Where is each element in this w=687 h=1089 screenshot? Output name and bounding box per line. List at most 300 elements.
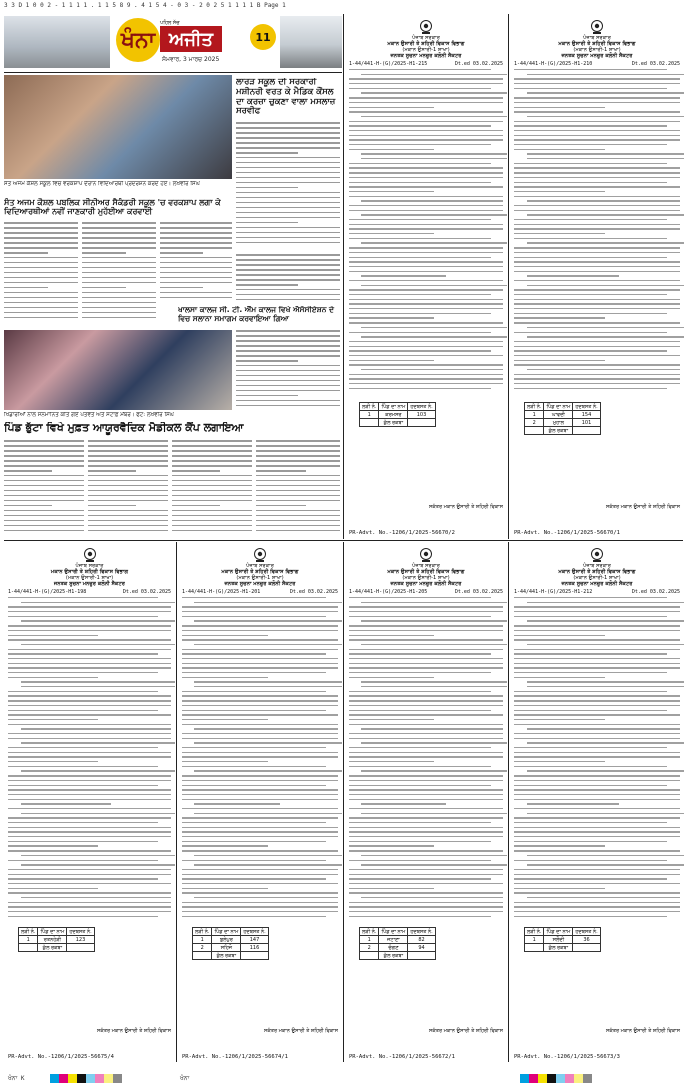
text-line xyxy=(514,186,680,187)
text-line xyxy=(527,214,684,215)
text-line xyxy=(4,262,78,264)
text-line xyxy=(8,630,171,631)
text-line xyxy=(514,383,680,384)
text-line xyxy=(4,292,78,294)
text-line xyxy=(8,606,171,607)
text-line xyxy=(349,752,503,753)
text-line xyxy=(172,500,252,502)
text-line xyxy=(256,515,340,517)
table-cell: ਕੁੱਲ ਰਕਬਾ xyxy=(544,427,573,435)
table-cell: 123 xyxy=(67,936,94,944)
table-cell: 82 xyxy=(408,936,435,944)
text-line xyxy=(8,653,158,654)
text-line xyxy=(514,616,667,617)
text-line xyxy=(8,860,158,861)
text-line xyxy=(88,485,168,487)
text-line xyxy=(349,97,503,98)
text-line xyxy=(8,869,171,870)
text-line xyxy=(82,272,156,274)
text-line xyxy=(349,827,503,828)
story-text-workshop-1 xyxy=(4,222,78,326)
text-line xyxy=(236,274,340,276)
text-line xyxy=(256,525,340,527)
text-line xyxy=(8,639,171,640)
text-line xyxy=(514,289,680,290)
text-line xyxy=(182,658,338,659)
text-line xyxy=(8,691,158,692)
text-line xyxy=(236,192,340,194)
text-line xyxy=(8,883,171,884)
text-line xyxy=(182,845,268,846)
text-line xyxy=(8,817,171,818)
text-line xyxy=(349,308,503,309)
text-line xyxy=(349,874,503,875)
text-line xyxy=(514,247,680,248)
story-text-camp-1 xyxy=(4,440,84,536)
text-line xyxy=(194,897,338,898)
text-line xyxy=(514,611,680,612)
text-line xyxy=(256,475,340,477)
text-line xyxy=(82,242,156,244)
text-line xyxy=(349,177,503,178)
text-line xyxy=(8,850,171,851)
text-line xyxy=(514,747,667,748)
text-line xyxy=(349,724,503,725)
text-line xyxy=(349,271,503,272)
text-line xyxy=(514,182,667,183)
text-line xyxy=(8,705,171,706)
notice-body xyxy=(514,69,680,392)
text-line xyxy=(361,369,503,370)
text-line xyxy=(514,869,680,870)
text-line xyxy=(182,663,338,664)
text-line xyxy=(8,794,171,795)
text-line xyxy=(8,888,98,889)
table-row xyxy=(193,944,269,952)
text-line xyxy=(256,465,340,467)
text-line xyxy=(527,686,684,687)
notice-village-table xyxy=(524,927,601,952)
text-line xyxy=(514,228,680,229)
table-header-cell: ਹਦਬਸਤ ਨੰ. xyxy=(408,928,435,936)
table-header-cell: ਲੜੀ ਨੰ. xyxy=(525,928,544,936)
text-line xyxy=(236,232,340,234)
text-line xyxy=(160,282,232,284)
text-line xyxy=(21,770,175,771)
text-line xyxy=(349,635,434,636)
text-line xyxy=(349,817,503,818)
text-line xyxy=(349,630,503,631)
text-line xyxy=(514,167,680,168)
text-line xyxy=(514,714,680,715)
text-line xyxy=(172,525,252,527)
story-text-lead xyxy=(236,122,340,250)
text-line xyxy=(349,677,434,678)
text-line xyxy=(514,831,680,832)
notice-signatory: ਸਕੱਤਰ ਮਕਾਨ ਉਸਾਰੀ ਤੇ ਸ਼ਹਿਰੀ ਵਿਕਾਸ xyxy=(97,1028,171,1034)
table-header-cell: ਹਦਬਸਤ ਨੰ. xyxy=(67,928,94,936)
color-registration-bar xyxy=(50,1074,122,1083)
text-line xyxy=(4,525,84,527)
table-cell: ਮੁਹਾਲ xyxy=(544,419,573,427)
table-cell: ਕੁੱਲ ਰਕਬਾ xyxy=(544,944,573,952)
text-line xyxy=(514,294,667,295)
notice-branch: (ਮਕਾਨ ਉਸਾਰੀ-1 ਸ਼ਾਖਾ) xyxy=(573,575,621,581)
text-line xyxy=(8,831,171,832)
text-line xyxy=(349,747,491,748)
table-row xyxy=(360,952,436,960)
text-line xyxy=(236,227,340,229)
table-cell xyxy=(408,419,435,427)
text-line xyxy=(349,597,491,598)
notice-title: ਜਨਤਕ ਸੂਚਨਾ ਮਨਜ਼ੂਰ ਕਲੋਨੀ ਸੈਕਟਰ xyxy=(53,581,126,587)
text-line xyxy=(256,445,340,447)
text-line xyxy=(514,261,680,262)
text-line xyxy=(256,460,340,462)
text-line xyxy=(349,606,503,607)
text-line xyxy=(4,282,78,284)
table-header-cell: ਲੜੀ ਨੰ. xyxy=(525,403,544,411)
text-line xyxy=(172,515,252,517)
text-line xyxy=(82,267,156,269)
table-cell xyxy=(408,952,435,960)
text-line xyxy=(82,222,156,224)
text-line xyxy=(4,272,78,274)
table-row xyxy=(360,936,436,944)
table-cell: ਰਤਨਹੇੜੀ xyxy=(38,936,67,944)
text-line xyxy=(349,719,434,720)
text-line xyxy=(182,902,338,903)
table-header-cell: ਲੜੀ ਨੰ. xyxy=(19,928,38,936)
text-line xyxy=(514,672,667,673)
text-line xyxy=(182,869,338,870)
text-line xyxy=(514,799,680,800)
text-line xyxy=(8,714,171,715)
table-cell: ਸਹਿਜੋ xyxy=(212,944,241,952)
text-line xyxy=(172,465,252,467)
text-line xyxy=(82,292,156,294)
table-cell: ਘਾਵਦੀ xyxy=(544,411,573,419)
text-line xyxy=(236,142,340,144)
masthead-photo-right xyxy=(280,16,342,68)
text-line xyxy=(236,375,340,377)
text-line xyxy=(349,906,503,907)
text-line xyxy=(4,450,84,452)
column-divider xyxy=(508,14,509,539)
text-line xyxy=(182,883,338,884)
text-line xyxy=(8,916,158,917)
notice-village-table xyxy=(18,927,95,952)
text-line xyxy=(236,127,340,129)
text-line xyxy=(349,860,491,861)
text-line xyxy=(172,450,252,452)
table-cell: ਬੁਲੇਪੁਰ xyxy=(212,936,241,944)
text-line xyxy=(4,247,78,249)
text-line xyxy=(514,205,680,206)
text-line xyxy=(182,606,338,607)
text-line xyxy=(236,289,340,291)
text-line xyxy=(349,280,503,281)
table-header-cell: ਲੜੀ ਨੰ. xyxy=(360,403,379,411)
text-line xyxy=(236,345,340,347)
text-line xyxy=(8,719,98,720)
text-line xyxy=(349,892,503,893)
text-line xyxy=(361,200,503,201)
text-line xyxy=(349,172,503,173)
text-line xyxy=(236,137,340,139)
text-line xyxy=(514,667,680,668)
lead-headline: ਲਾਰੜ ਸਕੂਲ ਦੀ ਸਰਕਾਰੀ ਮਸ਼ੀਨਰੀ ਵਰਤ ਕੇ ਮੈਡਿਕ ਕੌਂਸਲ ਦਾ ਕਰਜ਼ਾ ਚੁਕਣਾ ਵਾਲਾ ਮਸਲਾਜ਼ ਸਰਵੀਫ xyxy=(236,78,336,117)
text-line xyxy=(236,197,340,199)
text-line xyxy=(349,845,434,846)
text-line xyxy=(361,153,507,154)
text-line xyxy=(88,525,168,527)
text-line xyxy=(236,284,298,286)
text-line xyxy=(514,125,667,126)
text-line xyxy=(4,470,52,472)
text-line xyxy=(514,902,680,903)
masthead-date: ਸੋਮਵਾਰ, 3 ਮਾਰਚ 2025 xyxy=(162,56,220,63)
notice-government: ਪੰਜਾਬ ਸਰਕਾਰ xyxy=(411,35,440,41)
text-line xyxy=(514,144,667,145)
text-line xyxy=(4,307,78,309)
text-line xyxy=(514,196,680,197)
text-line xyxy=(8,799,171,800)
notice-reference: 1-44/441-H-(G)/2025-H1-210 xyxy=(514,61,593,67)
text-line xyxy=(172,480,252,482)
text-line xyxy=(349,102,503,103)
masthead xyxy=(4,14,344,70)
text-line xyxy=(4,455,84,457)
notice-date: Dt.ed 03.02.2025 xyxy=(454,61,503,67)
text-line xyxy=(236,400,340,402)
table-cell: ਚੰਗਣ xyxy=(379,944,408,952)
text-line xyxy=(514,69,667,70)
text-line xyxy=(361,803,446,804)
text-line xyxy=(21,864,175,865)
text-line xyxy=(88,445,168,447)
text-line xyxy=(527,681,684,682)
column-divider xyxy=(343,14,344,539)
table-cell xyxy=(241,952,268,960)
text-line xyxy=(182,635,268,636)
text-line xyxy=(349,144,491,145)
text-line xyxy=(514,916,667,917)
text-line xyxy=(514,346,680,347)
text-line xyxy=(194,855,342,856)
table-cell: ਕੁੱਲ ਰਕਬਾ xyxy=(379,952,408,960)
text-line xyxy=(82,277,156,279)
edition-logo: ਖੰਨਾ xyxy=(116,18,160,62)
notice-advt-number: PR-Advt. No.-1206/1/2025-56670/2 xyxy=(349,530,455,536)
text-line xyxy=(514,874,680,875)
table-cell: 2 xyxy=(193,944,212,952)
notice-branch: (ਮਕਾਨ ਉਸਾਰੀ-1 ਸ਼ਾਖਾ) xyxy=(236,575,284,581)
text-line xyxy=(361,855,507,856)
notice-advt-number: PR-Advt. No.-1206/1/2025-56672/1 xyxy=(349,1054,455,1060)
text-line xyxy=(4,302,78,304)
text-line xyxy=(514,822,667,823)
text-line xyxy=(21,897,171,898)
text-line xyxy=(349,388,491,389)
notice-village-table xyxy=(524,402,601,435)
text-line xyxy=(88,475,168,477)
text-line xyxy=(88,470,136,472)
text-line xyxy=(172,440,252,442)
notice-department: ਮਕਾਨ ਉਸਾਰੀ ਤੇ ਸ਼ਹਿਰੀ ਵਿਕਾਸ ਵਿਭਾਗ xyxy=(221,569,299,575)
text-line xyxy=(349,289,503,290)
text-line xyxy=(514,266,680,267)
text-line xyxy=(182,677,268,678)
text-line xyxy=(182,639,338,640)
notice-title: ਜਨਤਕ ਸੂਚਨਾ ਮਨਜ਼ੂਰ ਕਲੋਨੀ ਸੈਕਟਰ xyxy=(561,53,633,59)
notice-department: ਮਕਾਨ ਉਸਾਰੀ ਤੇ ਸ਼ਹਿਰੀ ਵਿਕਾਸ ਵਿਭਾਗ xyxy=(50,569,129,575)
text-line xyxy=(527,242,684,243)
table-cell: ਕੁੱਲ ਰਕਬਾ xyxy=(212,952,241,960)
column-divider xyxy=(343,542,344,1062)
text-line xyxy=(88,480,168,482)
text-line xyxy=(194,728,338,729)
text-line xyxy=(349,266,503,267)
text-line xyxy=(82,247,156,249)
text-line xyxy=(4,287,48,289)
text-line xyxy=(514,888,605,889)
table-header-cell: ਪਿੰਡ ਦਾ ਨਾਮ xyxy=(379,403,408,411)
text-line xyxy=(349,695,503,696)
text-line xyxy=(8,756,171,757)
text-line xyxy=(21,728,171,729)
text-line xyxy=(182,850,338,851)
notice-signatory: ਸਕੱਤਰ ਮਕਾਨ ਉਸਾਰੀ ਤੇ ਸ਼ਹਿਰੀ ਵਿਕਾਸ xyxy=(429,1028,503,1034)
text-line xyxy=(349,831,503,832)
text-line xyxy=(82,287,126,289)
text-line xyxy=(8,695,171,696)
text-line xyxy=(8,752,171,753)
text-line xyxy=(182,719,268,720)
text-line xyxy=(349,611,503,612)
text-line xyxy=(8,658,171,659)
text-line xyxy=(8,635,98,636)
text-line xyxy=(182,892,338,893)
text-line xyxy=(349,766,491,767)
table-row xyxy=(525,419,601,427)
text-line xyxy=(527,74,684,75)
text-line xyxy=(4,480,84,482)
table-row xyxy=(19,936,95,944)
text-line xyxy=(349,313,491,314)
text-line xyxy=(182,874,338,875)
story-text-camp-2 xyxy=(88,440,168,536)
notice-body xyxy=(514,597,680,920)
photo-caption-function: ਖਿਡਾਰੀਆਂ ਨਾਲ ਸਨਮਾਨਿਤ ਕੀਤੇ ਗਏ ਪਤਵੰਤੇ ਅਤੇ ਸਟਾਫ਼ ਮੈਂਬਰ। ਫੋਟੋ: ਲਖਵੀਰ ਸਿੰਘ xyxy=(4,412,174,418)
text-line xyxy=(514,785,667,786)
text-line xyxy=(349,691,491,692)
text-line xyxy=(349,649,503,650)
text-line xyxy=(182,860,326,861)
text-line xyxy=(8,611,171,612)
text-line xyxy=(361,285,507,286)
text-line xyxy=(21,803,111,804)
text-line xyxy=(8,906,171,907)
text-line xyxy=(182,667,338,668)
notice-body xyxy=(182,597,338,920)
text-line xyxy=(514,878,667,879)
text-line xyxy=(361,728,503,729)
text-line xyxy=(236,242,340,244)
text-line xyxy=(182,625,338,626)
text-line xyxy=(361,742,507,743)
text-line xyxy=(514,388,667,389)
text-line xyxy=(527,855,684,856)
text-line xyxy=(82,282,156,284)
table-cell: 154 xyxy=(573,411,600,419)
text-line xyxy=(349,322,503,323)
text-line xyxy=(256,510,340,512)
text-line xyxy=(514,906,680,907)
text-line xyxy=(236,212,340,214)
text-line xyxy=(514,860,667,861)
story-text-camp-3 xyxy=(172,440,252,536)
text-line xyxy=(349,733,503,734)
text-line xyxy=(182,911,338,912)
text-line xyxy=(182,817,338,818)
text-line xyxy=(236,157,340,159)
text-line xyxy=(349,878,491,879)
table-cell: 2 xyxy=(525,419,544,427)
text-line xyxy=(514,691,667,692)
text-line xyxy=(256,490,340,492)
text-line xyxy=(172,530,252,532)
text-line xyxy=(88,465,168,467)
text-line xyxy=(514,149,605,150)
text-line xyxy=(88,440,168,442)
text-line xyxy=(172,495,252,497)
text-line xyxy=(82,237,156,239)
notice-advt-number: PR-Advt. No.-1206/1/2025-56674/1 xyxy=(182,1054,288,1060)
text-line xyxy=(514,794,680,795)
text-line xyxy=(514,817,680,818)
text-line xyxy=(4,312,78,314)
text-line xyxy=(361,864,507,865)
text-line xyxy=(349,836,503,837)
text-line xyxy=(182,888,268,889)
notice-village-table xyxy=(359,927,436,960)
text-line xyxy=(8,663,171,664)
text-line xyxy=(8,892,171,893)
table-cell xyxy=(525,944,544,952)
text-line xyxy=(514,630,680,631)
text-line xyxy=(82,252,126,254)
text-line xyxy=(82,312,156,314)
text-line xyxy=(256,530,340,532)
text-line xyxy=(182,808,338,809)
text-line xyxy=(349,775,503,776)
notice-reference: 1-44/441-H-(G)/2025-H1-201 xyxy=(182,589,261,595)
text-line xyxy=(88,515,168,517)
text-line xyxy=(4,465,84,467)
notice-department: ਮਕਾਨ ਉਸਾਰੀ ਤੇ ਸ਼ਹਿਰੀ ਵਿਕਾਸ ਵਿਭਾਗ xyxy=(387,41,465,47)
table-cell xyxy=(67,944,94,952)
text-line xyxy=(514,78,680,79)
text-line xyxy=(88,510,168,512)
text-line xyxy=(349,121,503,122)
text-line xyxy=(8,733,171,734)
photo-caption-workshop: ਸੰਤ ਅਜਮ ਕੌਸ਼ਲ ਸਕੂਲ ਵਿਚ ਵਰਕਸ਼ਾਪ ਦੌਰਾਨ ਵਿਦਿਆਰਥੀ ਪ੍ਰਦਰਸ਼ਨ ਕਰਦੇ ਹੋਏ। ਲਖਵੀਰ ਸਿੰਘ xyxy=(4,181,200,187)
table-header-cell: ਹਦਬਸਤ ਨੰ. xyxy=(573,403,600,411)
text-line xyxy=(349,780,503,781)
text-line xyxy=(514,836,680,837)
text-line xyxy=(514,364,680,365)
